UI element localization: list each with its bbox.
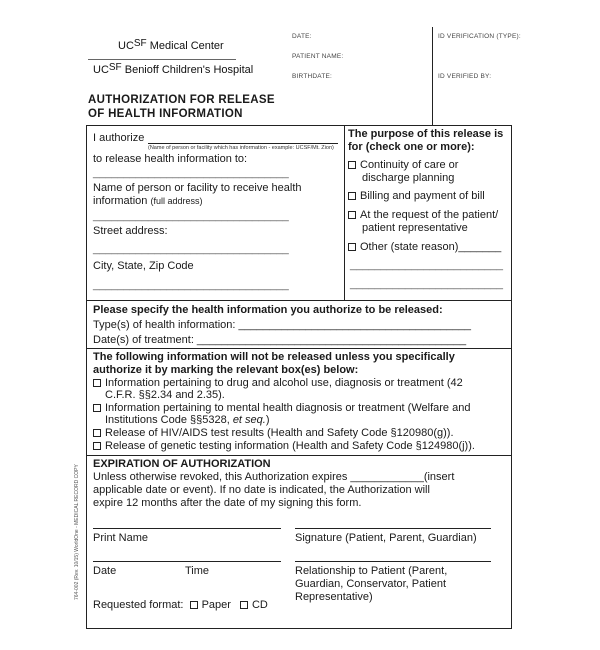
expiration-text-3: expire 12 months after the date of my signing this form. xyxy=(93,497,362,509)
drug-alcohol-option-2: C.F.R. §§2.34 and 2.35). xyxy=(105,389,225,401)
patient-name-field-label: PATIENT NAME: xyxy=(292,53,344,60)
purpose-option-patient-request[interactable]: At the request of the patient/ xyxy=(348,209,498,222)
recipient-name-label-2: information (full address) xyxy=(93,195,203,207)
ucsf-medical-center-logo: UCSF Medical Center xyxy=(118,38,224,52)
date-field-label: DATE: xyxy=(292,33,312,40)
birthdate-field-label: BIRTHDATE: xyxy=(292,73,333,80)
form-number-side-note: 764-002 (Rev. 10/15) WorldOne - MEDICAL RECORD COPY xyxy=(74,464,80,600)
expiration-heading: EXPIRATION OF AUTHORIZATION xyxy=(93,458,271,470)
signature-label: Signature (Patient, Parent, Guardian) xyxy=(295,532,477,544)
checkbox-icon[interactable] xyxy=(93,404,101,412)
street-address-blank[interactable]: ________________________________ xyxy=(93,243,289,255)
purpose-option-continuity[interactable]: Continuity of care or xyxy=(348,159,458,172)
checkbox-icon[interactable] xyxy=(348,161,356,169)
header-divider xyxy=(432,27,433,125)
hiv-aids-option[interactable]: Release of HIV/AIDS test results (Health and Safety Code §120980(g)). xyxy=(93,427,454,440)
street-address-label: Street address: xyxy=(93,225,168,237)
relationship-label: Relationship to Patient (Parent, Guardian, Conservator, Patient Representative) xyxy=(295,565,448,603)
genetic-testing-option[interactable]: Release of genetic testing information (Health and Safety Code §124980(j)). xyxy=(93,440,475,453)
ucsf-childrens-hospital-logo: UCSF Benioff Children's Hospital xyxy=(93,62,254,76)
cd-option[interactable]: CD xyxy=(251,599,268,611)
section2-bottom-rule xyxy=(86,348,512,349)
other-reason-blank-1[interactable]: _________________________ xyxy=(350,259,503,271)
purpose-heading: The purpose of this release is for (check one or more): xyxy=(348,128,504,153)
not-released-heading: The following information will not be released unless you specifically authorize it by marking the relevant box(es) below: xyxy=(93,351,455,376)
signature-line[interactable] xyxy=(295,528,491,529)
sign-time-label: Time xyxy=(185,565,210,577)
city-state-zip-label: City, State, Zip Code xyxy=(93,260,194,272)
checkbox-icon[interactable] xyxy=(348,192,356,200)
checkbox-icon[interactable] xyxy=(93,379,101,387)
mental-health-option[interactable]: Information pertaining to mental health diagnosis or treatment (Welfare and xyxy=(93,402,470,415)
form-title: AUTHORIZATION FOR RELEASE OF HEALTH INFORMATION xyxy=(88,94,275,120)
paper-option[interactable]: Paper xyxy=(201,599,231,611)
dates-of-treatment-field[interactable]: Date(s) of treatment: ____________________________________________ xyxy=(93,334,467,346)
expiration-text-1: Unless otherwise revoked, this Authorization expires ____________(insert xyxy=(93,471,455,483)
section1-bottom-rule xyxy=(86,300,512,301)
requested-format: Requested format: Paper CD xyxy=(93,599,268,611)
purpose-option-billing[interactable]: Billing and payment of bill xyxy=(348,190,485,203)
checkbox-icon[interactable] xyxy=(240,601,248,609)
recipient-blank-2[interactable]: ________________________________ xyxy=(93,210,289,222)
purpose-option-other[interactable]: Other (state reason)_______ xyxy=(348,241,501,254)
print-name-label: Print Name xyxy=(93,532,149,544)
other-reason-blank-2[interactable]: _________________________ xyxy=(350,278,503,290)
checkbox-icon[interactable] xyxy=(348,243,356,251)
checkbox-icon[interactable] xyxy=(93,429,101,437)
recipient-name-label: Name of person or facility to receive health xyxy=(93,182,302,194)
relationship-line[interactable] xyxy=(295,561,491,562)
types-of-health-info-field[interactable]: Type(s) of health information: ______________________________________ xyxy=(93,319,471,331)
checkbox-icon[interactable] xyxy=(190,601,198,609)
purpose-option-patient-request-2: patient representative xyxy=(362,222,468,234)
sign-date-label: Date xyxy=(93,565,117,577)
specify-heading: Please specify the health information you authorize to be released: xyxy=(93,304,443,316)
logo-divider xyxy=(88,59,236,60)
release-to-label: to release health information to: xyxy=(93,153,248,165)
id-verified-by-label: ID VERIFIED BY: xyxy=(438,73,492,80)
authorizer-name-line[interactable] xyxy=(148,143,338,144)
authorizer-hint: (Name of person or facility which has information - example: UCSF/Mt. Zion) xyxy=(148,145,334,151)
mental-health-option-2: Institutions Code §§5328, et seq.) xyxy=(105,414,270,426)
purpose-option-continuity-2: discharge planning xyxy=(362,172,455,184)
date-time-line[interactable] xyxy=(93,561,281,562)
print-name-line[interactable] xyxy=(93,528,281,529)
checkbox-icon[interactable] xyxy=(93,442,101,450)
drug-alcohol-option[interactable]: Information pertaining to drug and alcohol use, diagnosis or treatment (42 xyxy=(93,377,463,390)
expiration-text-2: applicable date or event). If no date is indicated, the Authorization will xyxy=(93,484,430,496)
checkbox-icon[interactable] xyxy=(348,211,356,219)
city-state-zip-blank[interactable]: ________________________________ xyxy=(93,279,289,291)
recipient-blank-1[interactable]: ________________________________ xyxy=(93,167,289,179)
i-authorize-label: I authorize xyxy=(93,132,145,144)
section1-vertical-divider xyxy=(344,125,345,300)
section3-bottom-rule xyxy=(86,455,512,456)
id-verification-label: ID VERIFICATION (TYPE): xyxy=(438,33,521,40)
